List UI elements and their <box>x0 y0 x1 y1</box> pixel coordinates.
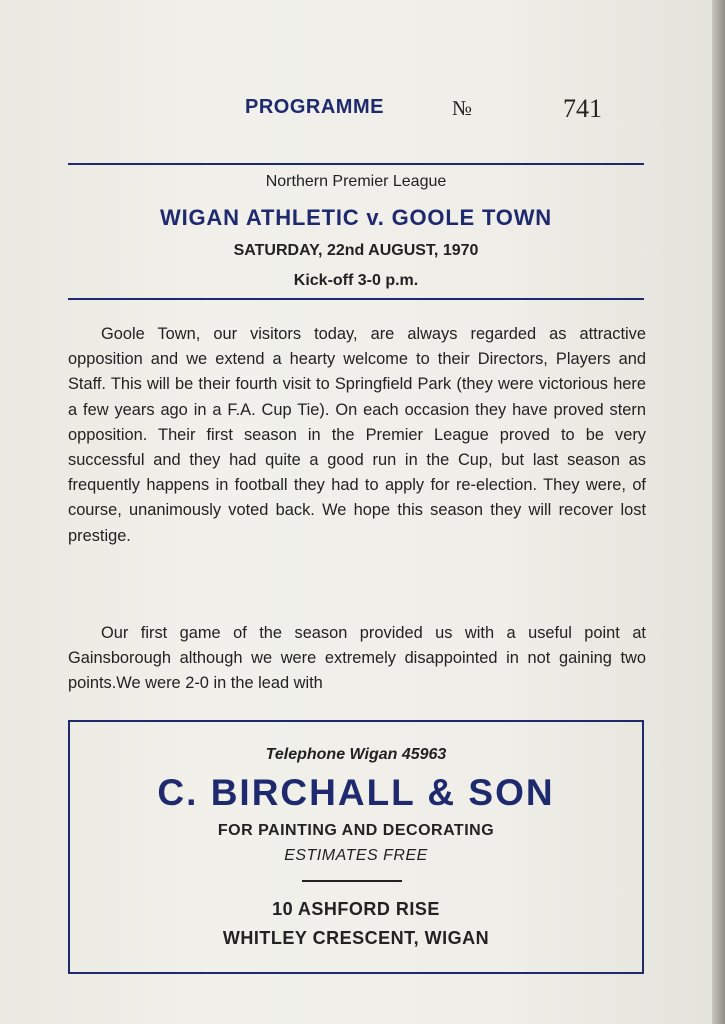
page-edge <box>712 0 725 1024</box>
advert-trade: FOR PAINTING AND DECORATING <box>217 822 495 839</box>
advert-address-line-1: 10 ASHFORD RISE <box>272 899 440 919</box>
match-date: SATURDAY, 22nd AUGUST, 1970 <box>233 242 479 259</box>
kickoff-time: Kick-off 3-0 p.m. <box>293 272 419 289</box>
programme-number-row <box>245 94 625 124</box>
programme-number: 741 <box>563 94 602 123</box>
league-name: Northern Premier League <box>265 173 447 190</box>
advert-divider <box>302 880 402 882</box>
advertisement-box <box>68 720 644 974</box>
number-symbol: № <box>452 96 473 120</box>
match-title: WIGAN ATHLETIC v. GOOLE TOWN <box>160 205 552 230</box>
advert-business-name: C. BIRCHALL & SON <box>157 772 555 813</box>
article-paragraph-1: Goole Town, our visitors today, are always regarded as attractive opposition and we extend a hearty welcome to their Directors, Players and Staff. This will be their fourth visit to Springfield Park (they were victorious here a few years ago in a F.A. Cup Tie). On each occasion they have proved stern opposition. Their first season in the Premier League proved to be very successful and they had quite a good run in the Cup, but last season as frequently happens in football they had to apply for re-election. They were, of course, unanimously voted back. We hope this season they will recover lost prestige. <box>68 325 646 545</box>
advert-address-line-2: WHITLEY CRESCENT, WIGAN <box>222 928 490 948</box>
top-rule <box>68 163 644 165</box>
advert-estimates: ESTIMATES FREE <box>284 847 428 864</box>
article-paragraph-2: Our first game of the season provided us with a useful point at Gainsborough although we were extremely disappointed in not gaining two points.We were 2-0 in the lead with <box>68 624 646 693</box>
advert-telephone: Telephone Wigan 45963 <box>265 746 447 763</box>
header-bottom-rule <box>68 298 644 300</box>
programme-label: PROGRAMME <box>245 96 384 118</box>
